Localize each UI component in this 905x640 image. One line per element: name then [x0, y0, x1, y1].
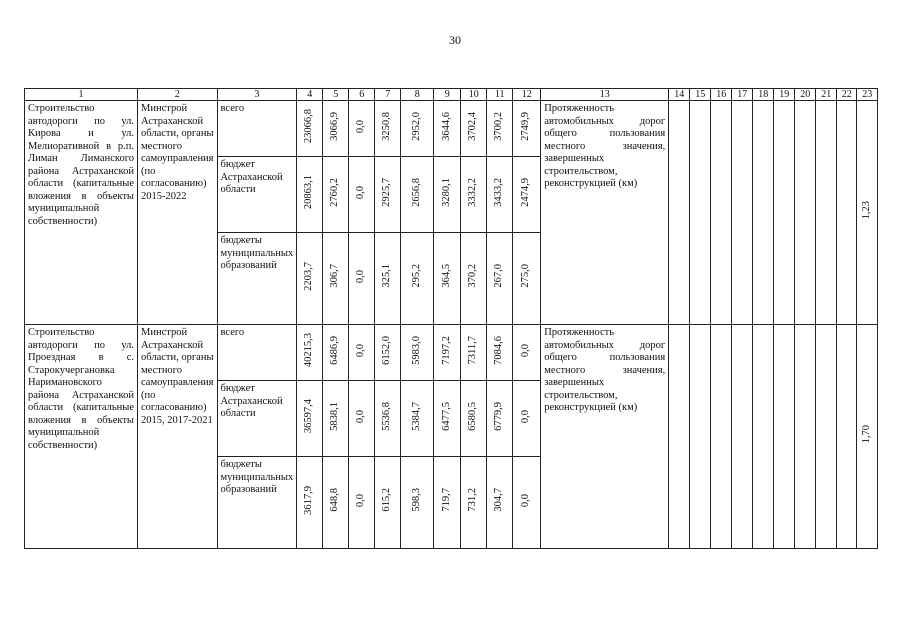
amount-value: 0,0 [355, 185, 367, 199]
page-number: 30 [449, 33, 461, 47]
table-row [25, 325, 878, 381]
amount-value: 0,0 [355, 343, 367, 357]
amount-cell [513, 457, 541, 549]
column-header-10: 10 [461, 89, 487, 101]
activity-name: Строительство автодороги по ул. Проездная в с. Старокучергановка Наримановского района Астраханской области (капитальные вложения в объекты муниципальной собственности) [28, 327, 134, 451]
amount-value: 3702,4 [467, 111, 479, 141]
amount-cell [349, 101, 375, 157]
amount-cell [323, 325, 349, 381]
amount-value: 6152,0 [381, 335, 393, 365]
amount-cell [487, 457, 513, 549]
amount-cell [375, 325, 401, 381]
amount-cell [487, 101, 513, 157]
amount-value: 6779,9 [493, 401, 505, 431]
amount-value: 0,0 [355, 119, 367, 133]
amount-value: 40215,3 [303, 333, 315, 368]
amount-value: 5536,8 [381, 401, 393, 431]
funding-source-cell [217, 457, 297, 549]
empty-cell-col-17 [732, 101, 753, 325]
amount-cell [461, 457, 487, 549]
empty-cell-col-20 [795, 325, 816, 549]
funding-source-label: всего [220, 327, 245, 338]
amount-value: 6486,9 [329, 335, 341, 365]
amount-cell [487, 325, 513, 381]
indicator-cell [541, 325, 669, 549]
funding-source-label: бюджеты муниципальных образований [220, 235, 294, 271]
empty-cell-col-16 [711, 101, 732, 325]
executor-cell [138, 325, 218, 549]
amount-value: 719,7 [440, 488, 452, 513]
target-value-cell [857, 101, 878, 325]
amount-value: 3280,1 [440, 177, 452, 207]
amount-value: 5983,0 [410, 335, 422, 365]
amount-cell [461, 101, 487, 157]
column-header-18: 18 [753, 89, 774, 101]
funding-source-label: бюджеты муниципальных образований [220, 459, 294, 495]
amount-cell [401, 325, 434, 381]
activity-name: Строительство автодороги по ул. Кирова и ул. Мелиоративной в р.п. Лиман Лиманского района Астраханской области (капитальные вложения в объекты муниципальной собственности) [28, 103, 134, 227]
amount-cell [375, 233, 401, 325]
funding-source-cell [217, 101, 297, 157]
amount-cell [434, 381, 461, 457]
amount-cell [349, 325, 375, 381]
amount-value: 370,2 [467, 264, 479, 289]
empty-cell-col-19 [774, 101, 795, 325]
amount-cell [513, 381, 541, 457]
target-value: 1,70 [860, 425, 872, 444]
column-header-14: 14 [669, 89, 690, 101]
column-header-22: 22 [837, 89, 857, 101]
amount-value: 7084,6 [493, 335, 505, 365]
amount-value: 731,2 [467, 488, 479, 513]
amount-cell [461, 381, 487, 457]
amount-value: 7197,2 [440, 335, 452, 365]
column-header-15: 15 [690, 89, 711, 101]
amount-value: 306,7 [329, 264, 341, 289]
amount-cell [461, 157, 487, 233]
amount-cell [323, 233, 349, 325]
amount-cell [513, 325, 541, 381]
empty-cell-col-15 [690, 325, 711, 549]
amount-value: 20863,1 [303, 175, 315, 210]
empty-cell-col-16 [711, 325, 732, 549]
amount-cell [434, 325, 461, 381]
amount-cell [349, 157, 375, 233]
amount-cell [401, 457, 434, 549]
column-header-4: 4 [297, 89, 323, 101]
empty-cell-col-22 [837, 101, 857, 325]
amount-value: 3066,9 [329, 111, 341, 141]
amount-value: 0,0 [355, 269, 367, 283]
amount-cell [375, 381, 401, 457]
amount-cell [297, 101, 323, 157]
amount-value: 648,8 [329, 488, 341, 513]
column-header-17: 17 [732, 89, 753, 101]
amount-cell [349, 233, 375, 325]
amount-cell [323, 101, 349, 157]
amount-value: 2474,9 [520, 177, 532, 207]
column-header-9: 9 [434, 89, 461, 101]
amount-value: 2760,2 [329, 177, 341, 207]
indicator-text: Протяженность автомобильных дорог общего пользования местного значения, завершенных строительством, реконструкцией (км) [544, 327, 666, 413]
amount-cell [434, 101, 461, 157]
empty-cell-col-21 [816, 101, 837, 325]
target-value-cell [857, 325, 878, 549]
amount-value: 0,0 [355, 493, 367, 507]
amount-value: 0,0 [520, 493, 532, 507]
amount-value: 2952,0 [410, 111, 422, 141]
target-value: 1,23 [860, 201, 872, 220]
column-header-16: 16 [711, 89, 732, 101]
amount-cell [349, 381, 375, 457]
activity-name-cell [25, 325, 138, 549]
column-header-13: 13 [541, 89, 669, 101]
program-table [24, 88, 878, 549]
amount-cell [401, 381, 434, 457]
column-header-3: 3 [217, 89, 297, 101]
amount-value: 3332,2 [467, 177, 479, 207]
funding-source-label: бюджет Астраханской области [220, 383, 283, 419]
executor-cell [138, 101, 218, 325]
empty-cell-col-22 [837, 325, 857, 549]
amount-cell [297, 457, 323, 549]
empty-cell-col-19 [774, 325, 795, 549]
funding-source-label: бюджет Астраханской области [220, 159, 283, 195]
amount-cell [461, 325, 487, 381]
amount-cell [375, 157, 401, 233]
amount-cell [297, 233, 323, 325]
column-header-12: 12 [513, 89, 541, 101]
funding-source-cell [217, 233, 297, 325]
amount-value: 598,3 [410, 488, 422, 513]
amount-value: 3700,2 [493, 111, 505, 141]
amount-cell [401, 233, 434, 325]
amount-cell [297, 157, 323, 233]
activity-name-cell [25, 101, 138, 325]
amount-value: 2203,7 [303, 261, 315, 291]
amount-value: 304,7 [493, 488, 505, 513]
column-header-21: 21 [816, 89, 837, 101]
amount-value: 6580,5 [467, 401, 479, 431]
amount-cell [401, 157, 434, 233]
amount-value: 615,2 [381, 488, 393, 513]
amount-cell [434, 457, 461, 549]
amount-value: 2925,7 [381, 177, 393, 207]
amount-cell [349, 457, 375, 549]
amount-value: 325,1 [381, 264, 393, 289]
funding-source-cell [217, 157, 297, 233]
table-row [25, 101, 878, 157]
header-row [25, 89, 878, 101]
amount-cell [323, 381, 349, 457]
amount-value: 0,0 [520, 409, 532, 423]
amount-value: 7311,7 [467, 336, 479, 365]
amount-value: 295,2 [410, 264, 422, 289]
indicator-cell [541, 101, 669, 325]
column-header-6: 6 [349, 89, 375, 101]
empty-cell-col-21 [816, 325, 837, 549]
amount-cell [297, 381, 323, 457]
column-header-8: 8 [401, 89, 434, 101]
column-header-20: 20 [795, 89, 816, 101]
executor-text: Минстрой Астраханской области, органы местного самоуправления (по согласованию) 2015, 2017-2021 [141, 327, 214, 426]
amount-value: 364,5 [440, 264, 452, 289]
amount-cell [323, 157, 349, 233]
amount-cell [513, 101, 541, 157]
empty-cell-col-18 [753, 101, 774, 325]
amount-value: 36597,4 [303, 399, 315, 434]
amount-value: 23066,8 [303, 109, 315, 144]
amount-cell [487, 381, 513, 457]
amount-value: 3617,9 [303, 485, 315, 515]
executor-text: Минстрой Астраханской области, органы местного самоуправления (по согласованию) 2015-2022 [141, 103, 214, 202]
amount-cell [513, 157, 541, 233]
amount-cell [461, 233, 487, 325]
funding-source-cell [217, 381, 297, 457]
amount-cell [297, 325, 323, 381]
empty-cell-col-14 [669, 325, 690, 549]
amount-cell [434, 233, 461, 325]
amount-value: 5384,7 [410, 401, 422, 431]
amount-cell [513, 233, 541, 325]
column-header-5: 5 [323, 89, 349, 101]
amount-value: 267,0 [493, 264, 505, 289]
amount-value: 3644,6 [440, 111, 452, 141]
amount-value: 6477,5 [440, 401, 452, 431]
column-header-19: 19 [774, 89, 795, 101]
amount-value: 3250,8 [381, 111, 393, 141]
column-header-11: 11 [487, 89, 513, 101]
amount-cell [487, 233, 513, 325]
amount-cell [375, 101, 401, 157]
column-header-7: 7 [375, 89, 401, 101]
column-header-1: 1 [25, 89, 138, 101]
funding-source-cell [217, 325, 297, 381]
amount-cell [487, 157, 513, 233]
amount-value: 0,0 [520, 343, 532, 357]
funding-source-label: всего [220, 103, 245, 114]
amount-value: 3433,2 [493, 177, 505, 207]
amount-value: 0,0 [355, 409, 367, 423]
column-header-2: 2 [138, 89, 218, 101]
amount-value: 2656,8 [410, 177, 422, 207]
amount-cell [375, 457, 401, 549]
amount-value: 275,0 [520, 264, 532, 289]
amount-cell [323, 457, 349, 549]
empty-cell-col-15 [690, 101, 711, 325]
column-header-23: 23 [857, 89, 878, 101]
empty-cell-col-20 [795, 101, 816, 325]
empty-cell-col-17 [732, 325, 753, 549]
amount-value: 2749,9 [520, 111, 532, 141]
amount-cell [401, 101, 434, 157]
amount-value: 5838,1 [329, 401, 341, 431]
empty-cell-col-18 [753, 325, 774, 549]
empty-cell-col-14 [669, 101, 690, 325]
amount-cell [434, 157, 461, 233]
indicator-text: Протяженность автомобильных дорог общего пользования местного значения, завершенных строительством, реконструкцией (км) [544, 103, 666, 189]
